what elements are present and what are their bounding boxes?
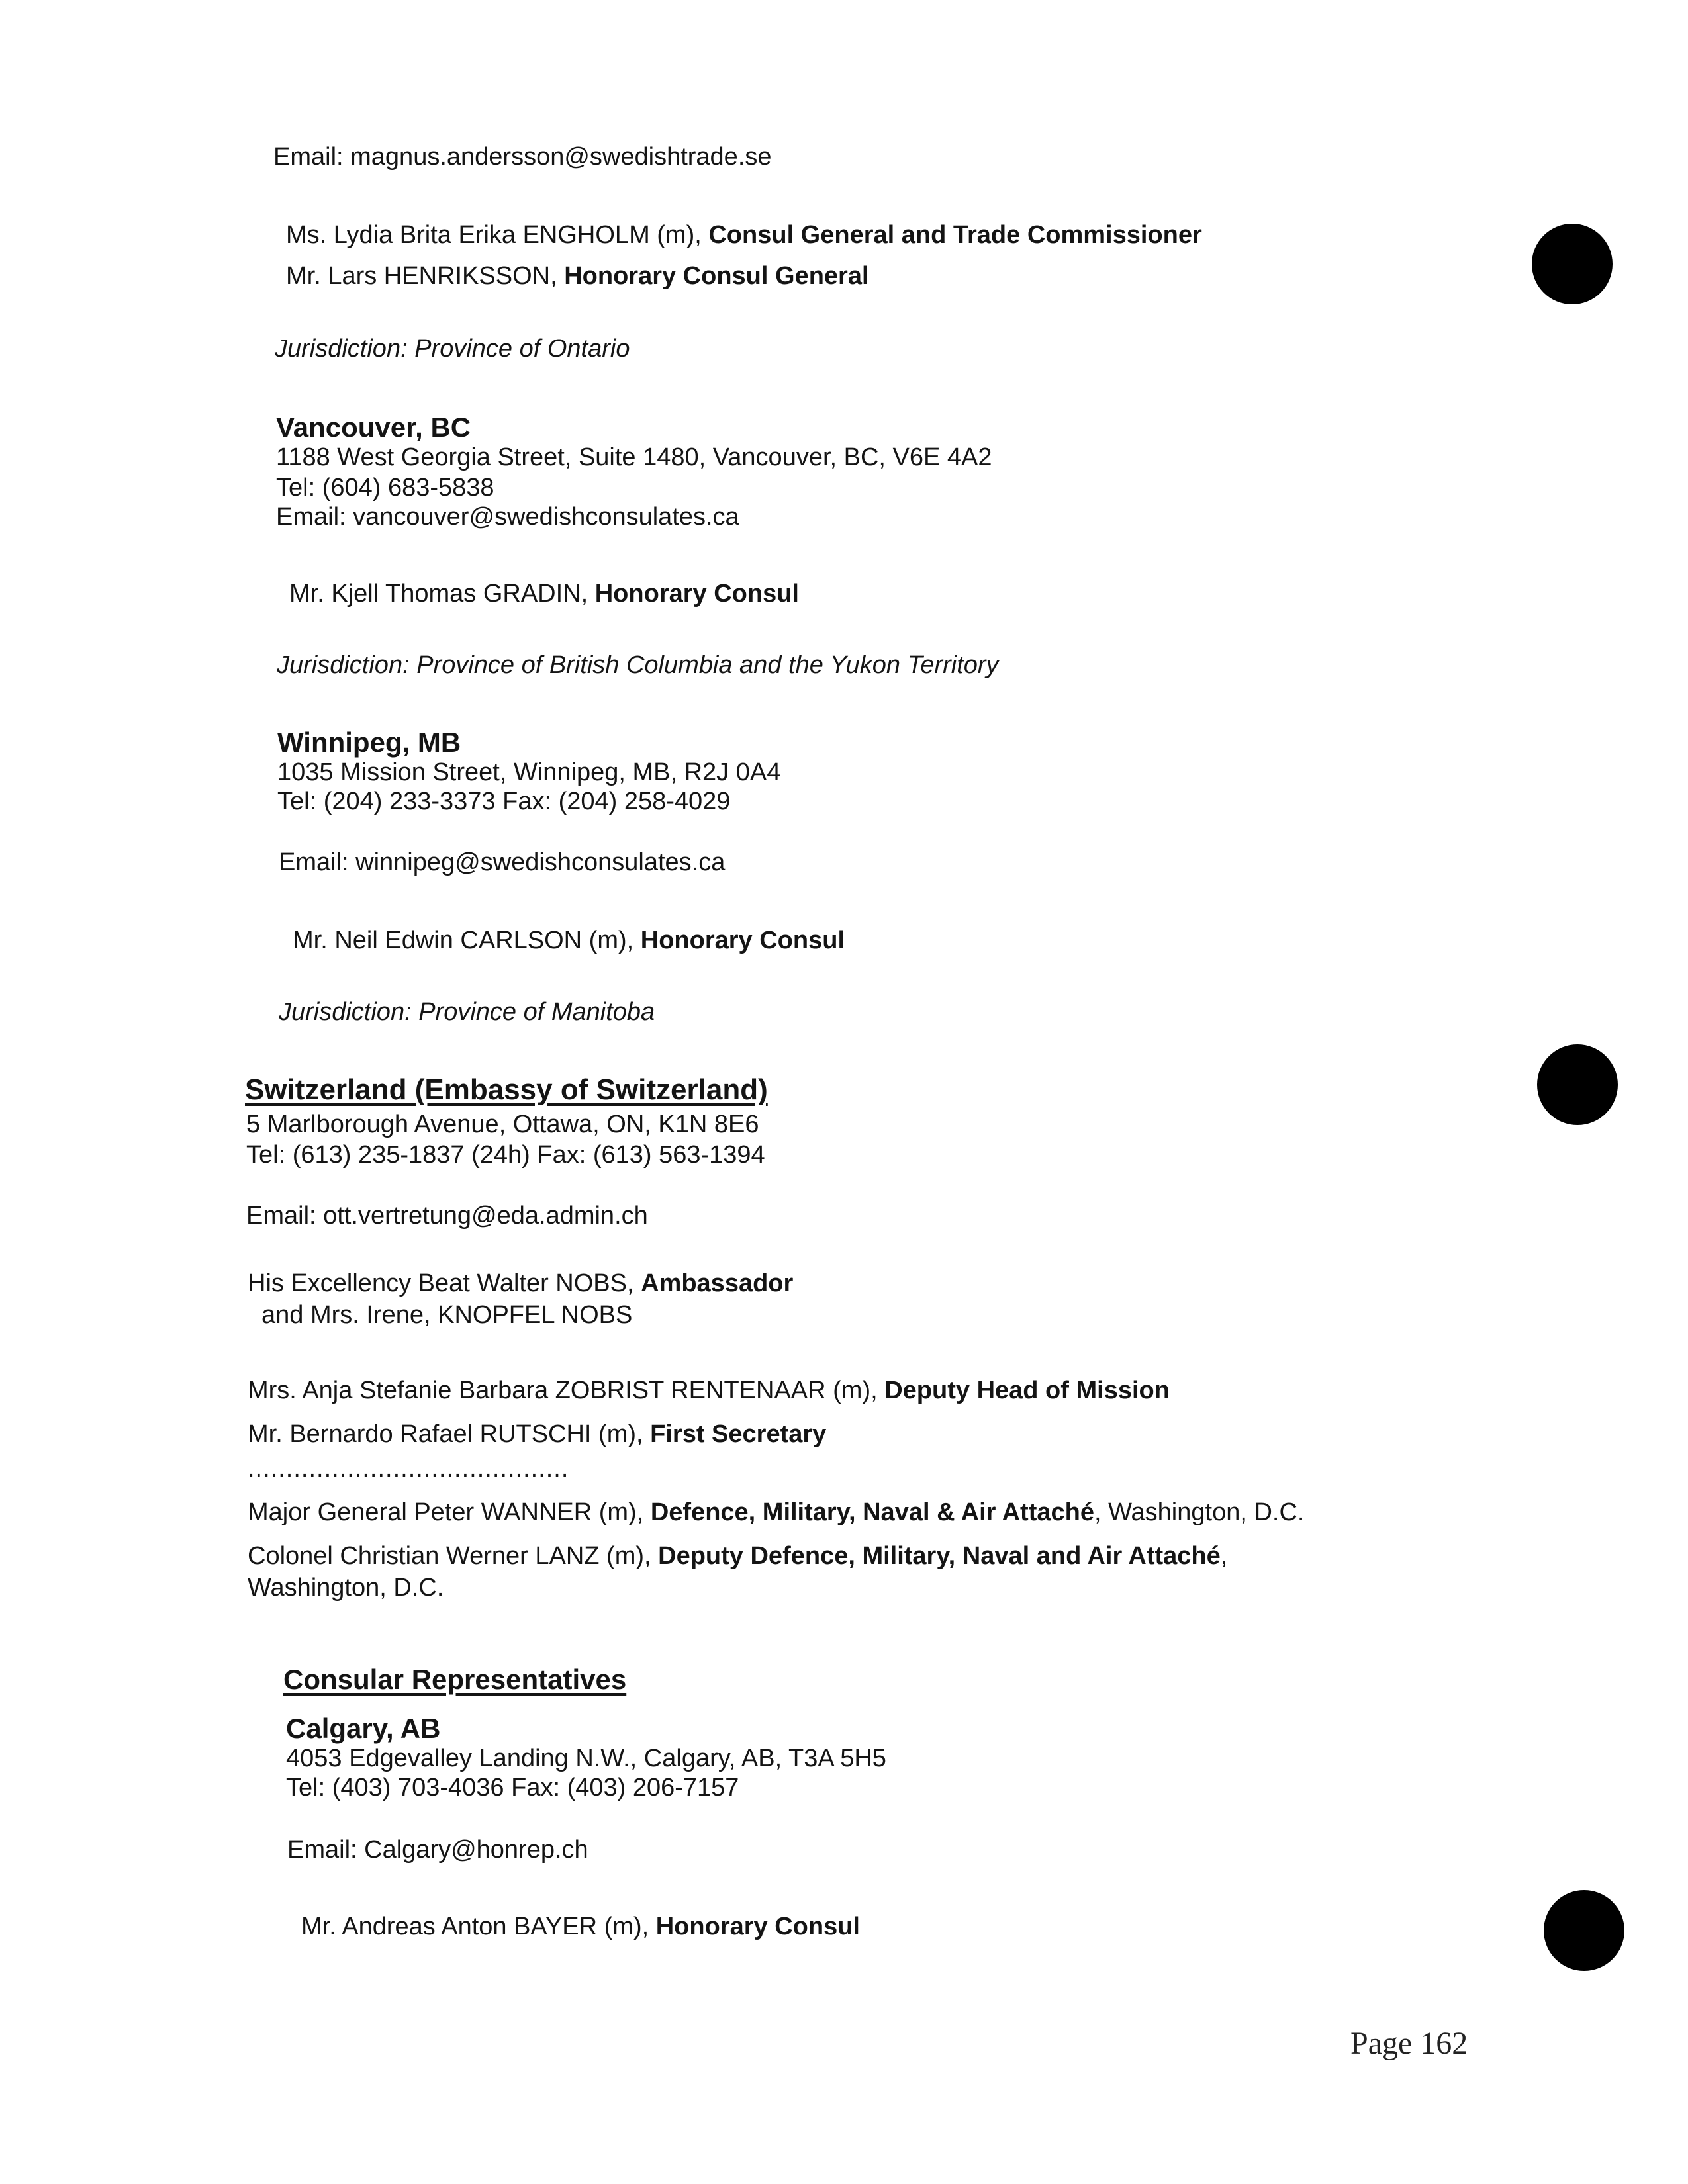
person-title: Ambassador bbox=[641, 1269, 794, 1297]
email-line: Email: ott.vertretung@eda.admin.ch bbox=[246, 1202, 648, 1230]
city-heading: Winnipeg, MB bbox=[277, 727, 461, 758]
city-heading: Calgary, AB bbox=[286, 1713, 441, 1744]
attache-line bbox=[248, 1498, 1304, 1527]
person-title: Deputy Defence, Military, Naval and Air Attaché bbox=[658, 1542, 1221, 1570]
person-line bbox=[286, 221, 1202, 250]
email-line: Email: winnipeg@swedishconsulates.ca bbox=[279, 848, 726, 876]
person-title: Deputy Head of Mission bbox=[884, 1377, 1170, 1404]
person-name: Mrs. Anja Stefanie Barbara ZOBRIST RENTENAAR (m), bbox=[248, 1377, 885, 1404]
address-line: 1188 West Georgia Street, Suite 1480, Vancouver, BC, V6E 4A2 bbox=[276, 443, 992, 471]
attache-line bbox=[248, 1542, 1227, 1571]
page-number: Page 162 bbox=[1350, 2026, 1468, 2061]
staff-line bbox=[248, 1377, 1170, 1406]
staff-line bbox=[248, 1420, 826, 1449]
tel-fax-line: Tel: (613) 235-1837 (24h) Fax: (613) 563-1394 bbox=[246, 1141, 765, 1169]
spouse-line: and Mrs. Irene, KNOPFEL NOBS bbox=[261, 1301, 633, 1329]
punch-hole bbox=[1537, 1044, 1618, 1125]
person-name: Colonel Christian Werner LANZ (m), bbox=[248, 1542, 659, 1570]
person-name: Mr. Neil Edwin CARLSON (m), bbox=[293, 927, 641, 954]
person-line bbox=[286, 262, 869, 291]
person-name: Mr. Andreas Anton BAYER (m), bbox=[301, 1913, 656, 1940]
address-line: 1035 Mission Street, Winnipeg, MB, R2J 0A4 bbox=[277, 758, 781, 786]
person-line bbox=[301, 1913, 860, 1942]
ambassador-line bbox=[248, 1269, 793, 1298]
punch-hole bbox=[1532, 224, 1613, 304]
person-name: His Excellency Beat Walter NOBS, bbox=[248, 1269, 641, 1297]
person-title: Honorary Consul bbox=[594, 580, 799, 608]
email-line: Email: vancouver@swedishconsulates.ca bbox=[276, 503, 739, 531]
address-line: 5 Marlborough Avenue, Ottawa, ON, K1N 8E6 bbox=[246, 1111, 759, 1138]
email-line: Email: Calgary@honrep.ch bbox=[287, 1836, 588, 1864]
jurisdiction-line: Jurisdiction: Province of British Columbia and the Yukon Territory bbox=[277, 651, 999, 679]
person-title: Honorary Consul bbox=[655, 1913, 860, 1940]
address-line: 4053 Edgevalley Landing N.W., Calgary, AB, T3A 5H5 bbox=[286, 1745, 886, 1772]
punch-hole bbox=[1544, 1890, 1624, 1971]
person-name: Ms. Lydia Brita Erika ENGHOLM (m), bbox=[286, 221, 709, 249]
person-name: Mr. Kjell Thomas GRADIN, bbox=[289, 580, 595, 608]
person-title: Consul General and Trade Commissioner bbox=[708, 221, 1202, 249]
tel-fax-line: Tel: (403) 703-4036 Fax: (403) 206-7157 bbox=[286, 1774, 739, 1801]
country-heading: Switzerland (Embassy of Switzerland) bbox=[245, 1073, 768, 1106]
person-title: Honorary Consul General bbox=[564, 262, 869, 290]
email-line: Email: magnus.andersson@swedishtrade.se bbox=[273, 143, 772, 171]
jurisdiction-line: Jurisdiction: Province of Manitoba bbox=[279, 998, 655, 1026]
jurisdiction-line: Jurisdiction: Province of Ontario bbox=[275, 335, 630, 363]
city-heading: Vancouver, BC bbox=[276, 412, 471, 443]
dotted-separator: .......................................... bbox=[248, 1455, 569, 1482]
person-title: Defence, Military, Naval & Air Attaché bbox=[650, 1498, 1094, 1526]
tel-line: Tel: (604) 683-5838 bbox=[276, 474, 494, 502]
person-line bbox=[289, 580, 799, 609]
attache-location-line: Washington, D.C. bbox=[248, 1574, 444, 1602]
person-name: Mr. Lars HENRIKSSON, bbox=[286, 262, 565, 290]
person-location: , Washington, D.C. bbox=[1094, 1498, 1305, 1526]
person-punct: , bbox=[1220, 1542, 1228, 1570]
person-name: Mr. Bernardo Rafael RUTSCHI (m), bbox=[248, 1420, 651, 1448]
person-title: First Secretary bbox=[650, 1420, 827, 1448]
person-name: Major General Peter WANNER (m), bbox=[248, 1498, 651, 1526]
person-line bbox=[293, 927, 845, 956]
consular-heading: Consular Representatives bbox=[283, 1664, 627, 1695]
tel-fax-line: Tel: (204) 233-3373 Fax: (204) 258-4029 bbox=[277, 788, 731, 815]
person-title: Honorary Consul bbox=[640, 927, 845, 954]
